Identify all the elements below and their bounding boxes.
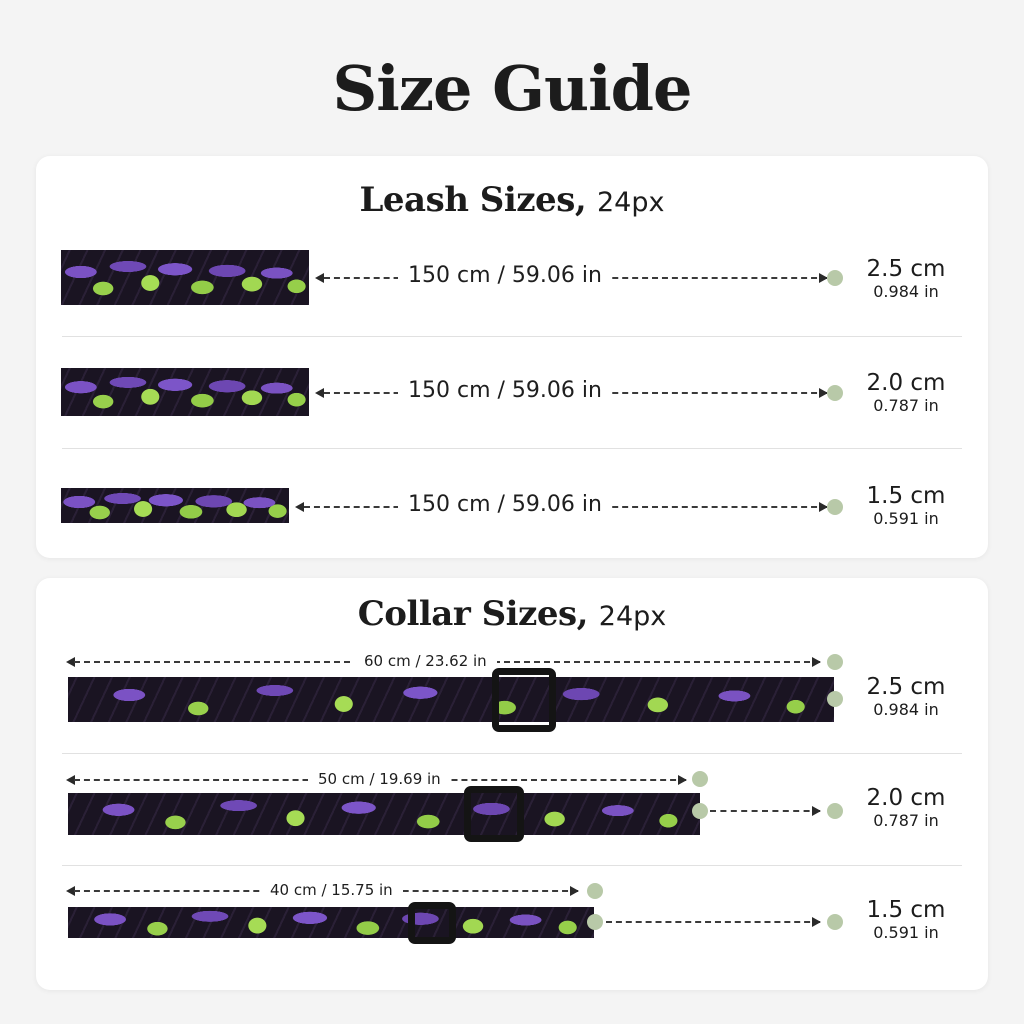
arrow-right-icon	[678, 775, 687, 785]
leash-width-block	[856, 370, 956, 416]
collar-length-label: 40 cm / 15.75 in	[260, 881, 403, 899]
endpoint-dot-icon	[827, 270, 843, 286]
width-in-label: 0.591 in	[873, 923, 939, 942]
width-dimension-line	[710, 810, 820, 812]
endpoint-dot-icon	[827, 499, 843, 515]
collar-heading-suffix: 24px	[598, 601, 667, 632]
collar-length-label: 60 cm / 23.62 in	[354, 652, 497, 670]
collar-sizes-card	[36, 578, 988, 990]
collar-length-label: 50 cm / 19.69 in	[308, 770, 451, 788]
endpoint-dot-icon	[587, 914, 603, 930]
endpoint-dot-icon	[827, 914, 843, 930]
leash-length-label: 150 cm / 59.06 in	[398, 492, 612, 517]
width-in-label: 0.591 in	[873, 509, 939, 528]
arrow-right-icon	[812, 806, 821, 816]
arrow-left-icon	[295, 502, 304, 512]
endpoint-dot-icon	[827, 691, 843, 707]
arrow-right-icon	[812, 657, 821, 667]
width-in-label: 0.787 in	[873, 811, 939, 830]
row-divider	[62, 865, 962, 866]
arrow-right-icon	[570, 886, 579, 896]
width-cm-label: 2.0 cm	[866, 785, 946, 811]
collar-width-block	[856, 785, 956, 831]
collar-width-block	[856, 897, 956, 943]
leash-strap-image	[61, 250, 309, 305]
endpoint-dot-icon	[827, 803, 843, 819]
collar-strap-image	[68, 907, 594, 938]
endpoint-dot-icon	[692, 771, 708, 787]
page-title: Size Guide	[332, 52, 692, 125]
leash-strap-image	[61, 368, 309, 416]
collar-sizes-heading	[36, 594, 988, 634]
width-cm-label: 2.5 cm	[866, 674, 946, 700]
leash-strap-image	[61, 488, 289, 523]
endpoint-dot-icon	[827, 654, 843, 670]
leash-width-block	[856, 483, 956, 529]
buckle-icon	[408, 902, 456, 944]
width-in-label: 0.984 in	[873, 282, 939, 301]
arrow-right-icon	[812, 917, 821, 927]
buckle-icon	[464, 786, 524, 842]
width-cm-label: 2.5 cm	[866, 256, 946, 282]
row-divider	[62, 753, 962, 754]
collar-strap-image	[68, 793, 700, 835]
width-cm-label: 1.5 cm	[866, 897, 946, 923]
arrow-left-icon	[315, 273, 324, 283]
leash-heading-main: Leash Sizes,	[359, 180, 587, 220]
endpoint-dot-icon	[827, 385, 843, 401]
leash-length-label: 150 cm / 59.06 in	[398, 263, 612, 288]
leash-sizes-card	[36, 156, 988, 558]
collar-heading-main: Collar Sizes,	[357, 594, 588, 634]
leash-heading-suffix: 24px	[596, 187, 665, 218]
endpoint-dot-icon	[587, 883, 603, 899]
width-cm-label: 2.0 cm	[866, 370, 946, 396]
buckle-icon	[492, 668, 556, 732]
width-cm-label: 1.5 cm	[866, 483, 946, 509]
arrow-left-icon	[315, 388, 324, 398]
width-in-label: 0.787 in	[873, 396, 939, 415]
endpoint-dot-icon	[692, 803, 708, 819]
leash-sizes-heading	[36, 180, 988, 220]
leash-length-label: 150 cm / 59.06 in	[398, 378, 612, 403]
width-in-label: 0.984 in	[873, 700, 939, 719]
row-divider	[62, 336, 962, 337]
row-divider	[62, 448, 962, 449]
collar-width-block	[856, 674, 956, 720]
width-dimension-line	[606, 921, 820, 923]
leash-width-block	[856, 256, 956, 302]
collar-strap-image	[68, 677, 834, 722]
